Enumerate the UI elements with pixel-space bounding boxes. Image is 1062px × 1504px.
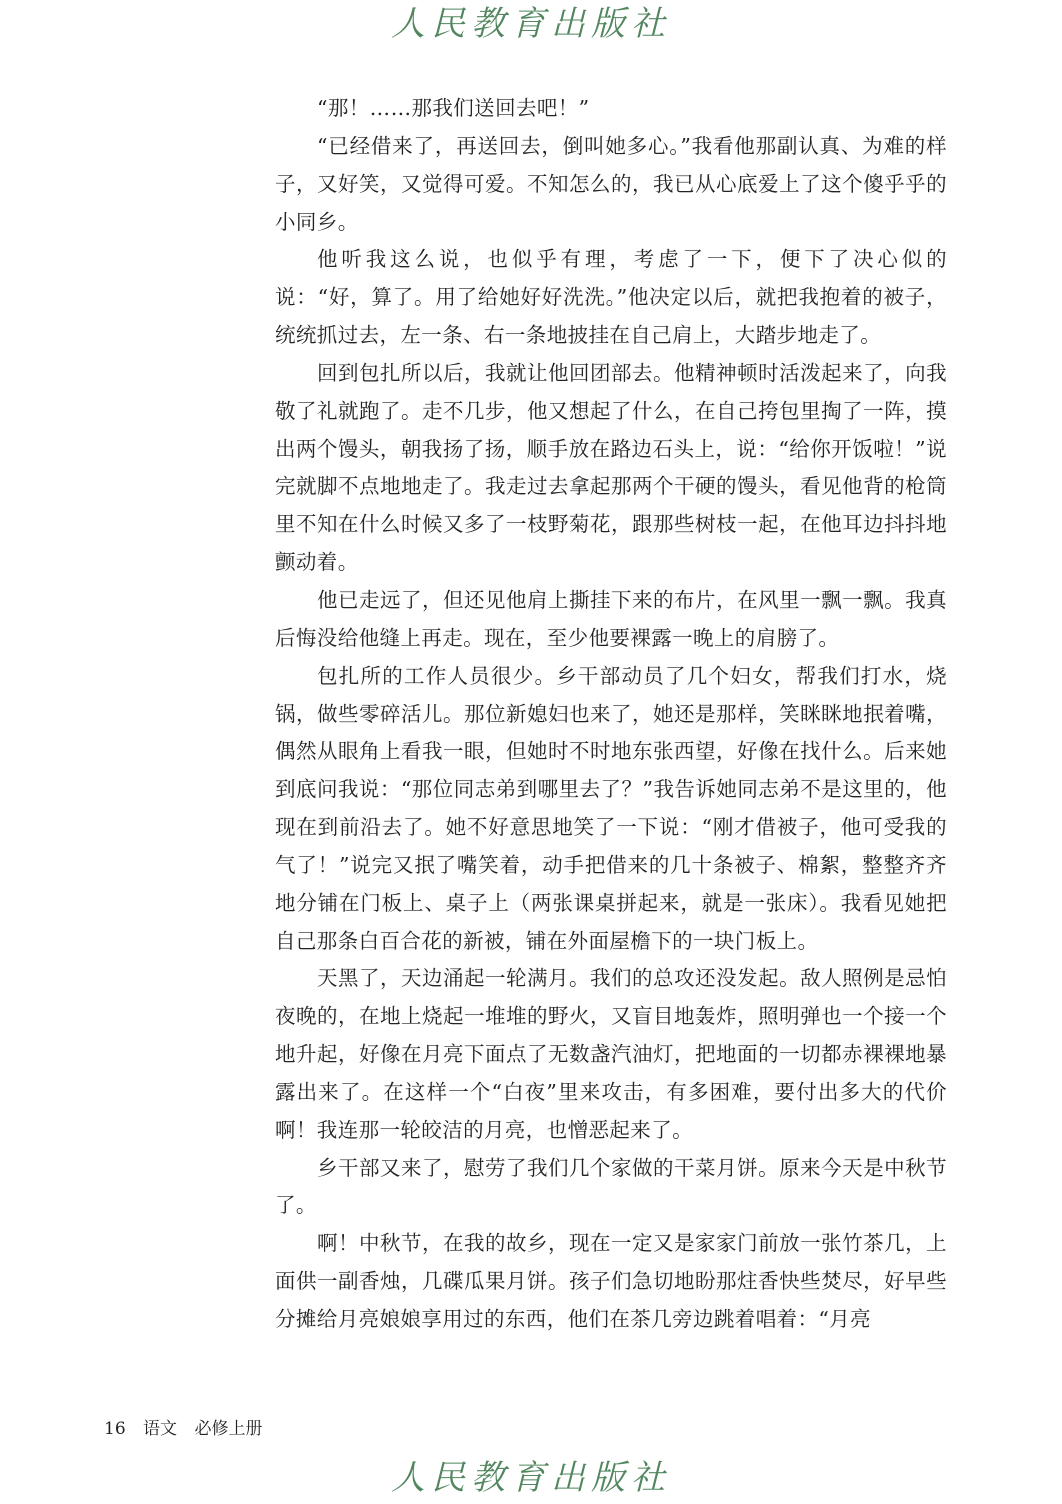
publisher-watermark-bottom: 人民教育出版社 — [391, 1458, 671, 1498]
paragraph: 包扎所的工作人员很少。乡干部动员了几个妇女，帮我们打水，烧锅，做些零碎活儿。那位新媳妇也来了，她还是那样，笑眯眯地抿着嘴，偶然从眼角上看我一眼，但她时不时地东张西望，好像在找什么。后来她到底问我说：“那位同志弟到哪里去了？”我告诉她同志弟不是这里的，他现在到前沿去了。她不好意思地笑了一下说：“刚才借被子，他可受我的气了！”说完又抿了嘴笑着，动手把借来的几十条被子、棉絮，整整齐齐地分铺在门板上、桌子上（两张课桌拼起来，就是一张床）。我看见她把自己那条白百合花的新被，铺在外面屋檐下的一块门板上。 — [275, 663, 947, 953]
paragraph: 天黑了，天边涌起一轮满月。我们的总攻还没发起。敌人照例是忌怕夜晚的，在地上烧起一堆堆的野火，又盲目地轰炸，照明弹也一个接一个地升起，好像在月亮下面点了无数盏汽油灯，把地面的一切都赤裸裸地暴露出来了。在这样一个“白夜”里来攻击，有多困难，要付出多大的代价啊！我连那一轮皎洁的月亮，也憎恶起来了。 — [275, 966, 947, 1142]
paragraph: 回到包扎所以后，我就让他回团部去。他精神顿时活泼起来了，向我敬了礼就跑了。走不几步，他又想起了什么，在自己挎包里掏了一阵，摸出两个馒头，朝我扬了扬，顺手放在路边石头上，说：“给你开饭啦！”说完就脚不点地地走了。我走过去拿起那两个干硬的馒头，看见他背的枪筒里不知在什么时候又多了一枝野菊花，跟那些树枝一起，在他耳边抖抖地颤动着。 — [275, 360, 947, 575]
publisher-watermark-top: 人民教育出版社 — [391, 4, 671, 44]
page-footer — [104, 1417, 274, 1441]
paragraph: 啊！中秋节，在我的故乡，现在一定又是家家门前放一张竹茶几，上面供一副香烛，几碟瓜果月饼。孩子们急切地盼那炷香快些焚尽，好早些分摊给月亮娘娘享用过的东西，他们在茶几旁边跳着唱着：“月亮 — [275, 1231, 947, 1331]
paragraph: 他已走远了，但还见他肩上撕挂下来的布片，在风里一飘一飘。我真后悔没给他缝上再走。现在，至少他要裸露一晚上的肩膀了。 — [275, 587, 947, 650]
main-text — [275, 90, 947, 1339]
paragraph: “已经借来了，再送回去，倒叫她多心。”我看他那副认真、为难的样子，又好笑，又觉得可爱。不知怎么的，我已从心底爱上了这个傻乎乎的小同乡。 — [275, 133, 947, 234]
paragraph: “那！……那我们送回去吧！” — [317, 96, 590, 120]
page-number: 16 — [104, 1419, 126, 1439]
subject-label: 语文 — [143, 1419, 178, 1439]
paragraph: 他听我这么说，也似乎有理，考虑了一下，便下了决心似的说：“好，算了。用了给她好好洗洗。”他决定以后，就把我抱着的被子，统统抓过去，左一条、右一条地披挂在自己肩上，大踏步地走了。 — [275, 247, 947, 348]
paragraph: 乡干部又来了，慰劳了我们几个家做的干菜月饼。原来今天是中秋节了。 — [275, 1155, 947, 1218]
volume-label: 必修上册 — [194, 1419, 263, 1439]
